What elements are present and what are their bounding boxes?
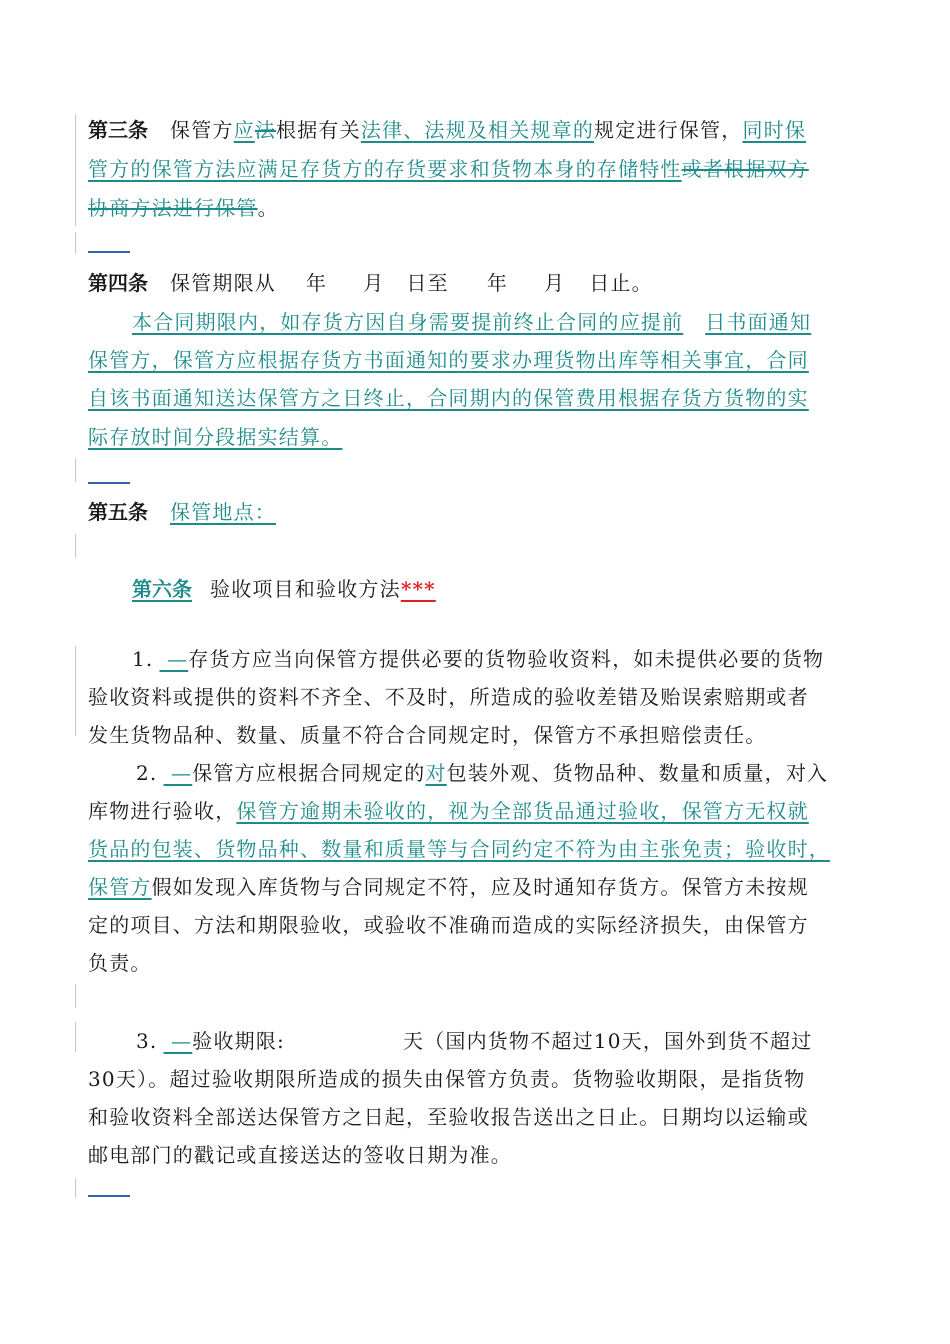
change-bar (75, 232, 76, 254)
article-4-para-line-2: 保管方，保管方应根据存货方书面通知的要求办理货物出库等相关事宜，合同 (88, 348, 809, 372)
change-bar (75, 534, 76, 558)
article-4-line-1: 第四条 保管期限从 年 月 日至 年 月 日止。 (88, 271, 653, 295)
article-6-line: 第六条 验收项目和验收方法*** (132, 577, 436, 601)
article-4-para-line-3: 自该书面通知送达保管方之日终止，合同期内的保管费用根据存货方货物的实 (88, 386, 809, 410)
revision-rule (88, 1195, 130, 1197)
revision-rule (88, 251, 130, 253)
article-5-title: 第五条 (88, 500, 148, 524)
item-2-line-6: 负责。 (88, 951, 152, 975)
item-3-line-4: 邮电部门的戳记或直接送达的签收日期为准。 (88, 1143, 512, 1167)
article-3-title: 第三条 (88, 118, 148, 142)
article-5-line: 第五条 保管地点： (88, 500, 276, 524)
item-3-line-3: 和验收资料全部送达保管方之日起，至验收报告送出之日止。日期均以运输或 (88, 1105, 809, 1129)
article-4-para-line-1: 本合同期限内，如存货方因自身需要提前终止合同的应提前 日书面通知 (132, 310, 812, 334)
article-3-line-2: 管方的保管方法应满足存货方的存货要求和货物本身的存储特性或者根据双方 (88, 157, 809, 181)
change-bar (75, 984, 76, 1008)
change-bar (75, 458, 76, 482)
item-1-line-2: 验收资料或提供的资料不齐全、不及时，所造成的验收差错及贻误索赔期或者 (88, 685, 809, 709)
item-2-line-1: 2. —保管方应根据合同规定的对包装外观、货物品种、数量和质量，对入 (136, 761, 829, 785)
article-4-title: 第四条 (88, 271, 148, 295)
item-3-line-2: 30天）。超过验收期限所造成的损失由保管方负责。货物验收期限，是指货物 (88, 1067, 806, 1091)
item-1-line-3: 发生货物品种、数量、质量不符合合同规定时，保管方不承担赔偿责任。 (88, 723, 767, 747)
change-bar (75, 646, 76, 736)
item-2-line-3: 货品的包装、货物品种、数量和质量等与合同约定不符为由主张免责；验收时， (88, 837, 830, 861)
item-2-line-5: 定的项目、方法和期限验收，或验收不准确而造成的实际经济损失，由保管方 (88, 913, 809, 937)
change-bar (75, 1178, 76, 1198)
item-3-line-1: 3. —验收期限: 天（国内货物不超过10天，国外到货不超过 (136, 1029, 813, 1053)
item-1-line-1: 1. —存货方应当向保管方提供必要的货物验收资料，如未提供必要的货物 (132, 647, 825, 671)
change-bar (75, 114, 76, 226)
article-6-title: 第六条 (132, 577, 192, 601)
article-3-line-3: 协商方法进行保管。 (88, 196, 279, 220)
article-3-line-1: 第三条 保管方应法根据有关法律、法规及相关规章的规定进行保管，同时保 (88, 118, 807, 142)
revision-rule (88, 482, 130, 484)
change-bar (75, 1022, 76, 1052)
item-2-line-4: 保管方假如发现入库货物与合同规定不符，应及时通知存货方。保管方未按规 (88, 875, 809, 899)
article-4-para-line-4: 际存放时间分段据实结算。 (88, 425, 343, 449)
item-2-line-2: 库物进行验收，保管方逾期未验收的，视为全部货品通过验收，保管方无权就 (88, 799, 809, 823)
